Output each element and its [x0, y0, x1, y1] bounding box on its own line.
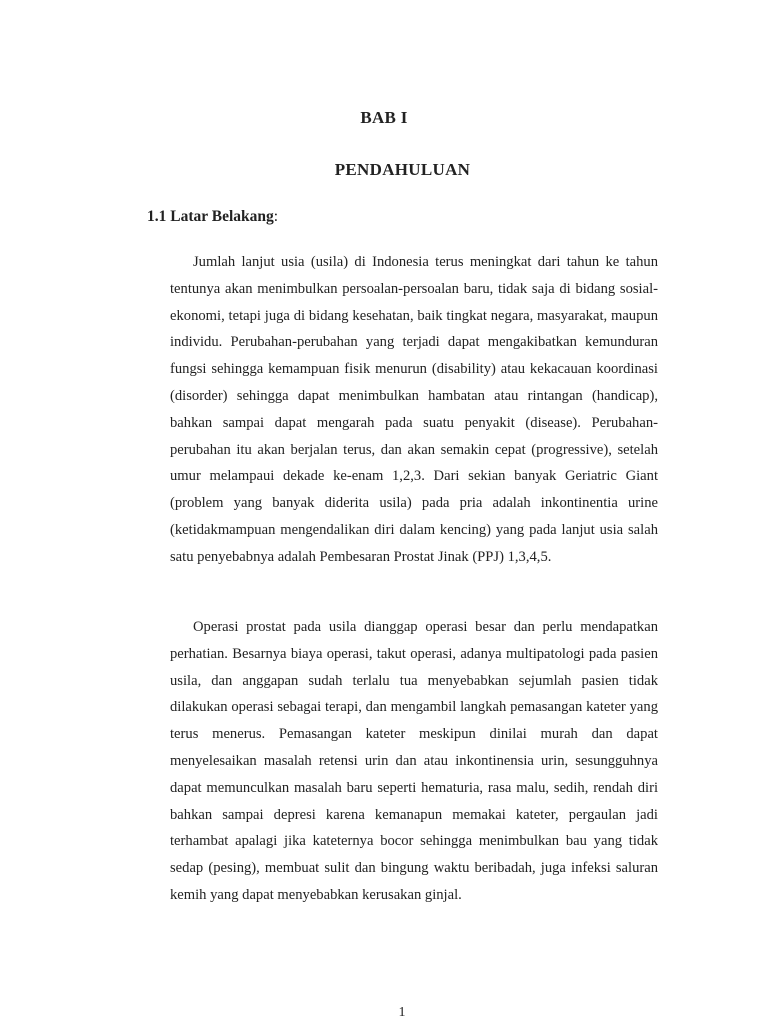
section-heading — [147, 208, 278, 226]
chapter-number: BAB I — [360, 108, 408, 127]
section-heading-colon: : — [273, 208, 279, 225]
paragraph: Operasi prostat pada usila dianggap operasi besar dan perlu mendapatkan perhatian. Besarnya biaya operasi, takut operasi, adanya multipatologi pada pasien usila, dan anggapan sudah terlalu tua menyebabkan sejumlah pasien tidak dilakukan operasi sebagai terapi, dan mengambil langkah pemasangan kateter yang terus menerus. Pemasangan kateter meskipun dinilai murah dan dapat menyelesaikan masalah retensi urin dan atau inkontinensia urin, sesungguhnya dapat memunculkan masalah baru seperti hematuria, rasa malu, sedih, rendah diri bahkan sampai depresi karena kemanapun memakai kateter, pergaulan jadi terhambat apalagi jika kateternya bocor sehingga menimbulkan bau yang tidak sedap (pesing), membuat sulit dan bingung waktu beribadah, juga infeksi saluran kemih yang dapat menyebabkan kerusakan ginjal. — [170, 619, 658, 903]
chapter-title: PENDAHULUAN — [334, 160, 471, 179]
page-number: 1 — [398, 1005, 406, 1020]
paragraph: Jumlah lanjut usia (usila) di Indonesia terus meningkat dari tahun ke tahun tentunya akan menimbulkan persoalan-persoalan baru, tidak saja di bidang sosial-ekonomi, tetapi juga di bidang kesehatan, baik tingkat negara, masyarakat, maupun individu. Perubahan-perubahan yang terjadi dapat mengakibatkan kemunduran fungsi sehingga kemampuan fisik menurun (disability) atau kekacauan koordinasi (disorder) sehingga dapat menimbulkan hambatan atau rintangan (handicap), bahkan sampai dapat mengarah pada suatu penyakit (disease). Perubahan-perubahan itu akan berjalan terus, dan akan semakin cepat (progressive), setelah umur melampaui dekade ke-enam 1,2,3. Dari sekian banyak Geriatric Giant (problem yang banyak diderita usila) pada pria adalah inkontinentia urine (ketidakmampuan mengendalikan diri dalam kencing) yang pada lanjut usia salah satu penyebabnya adalah Pembesaran Prostat Jinak (PPJ) 1,3,4,5. — [170, 254, 658, 565]
section-heading-text: 1.1 Latar Belakang — [147, 208, 274, 225]
